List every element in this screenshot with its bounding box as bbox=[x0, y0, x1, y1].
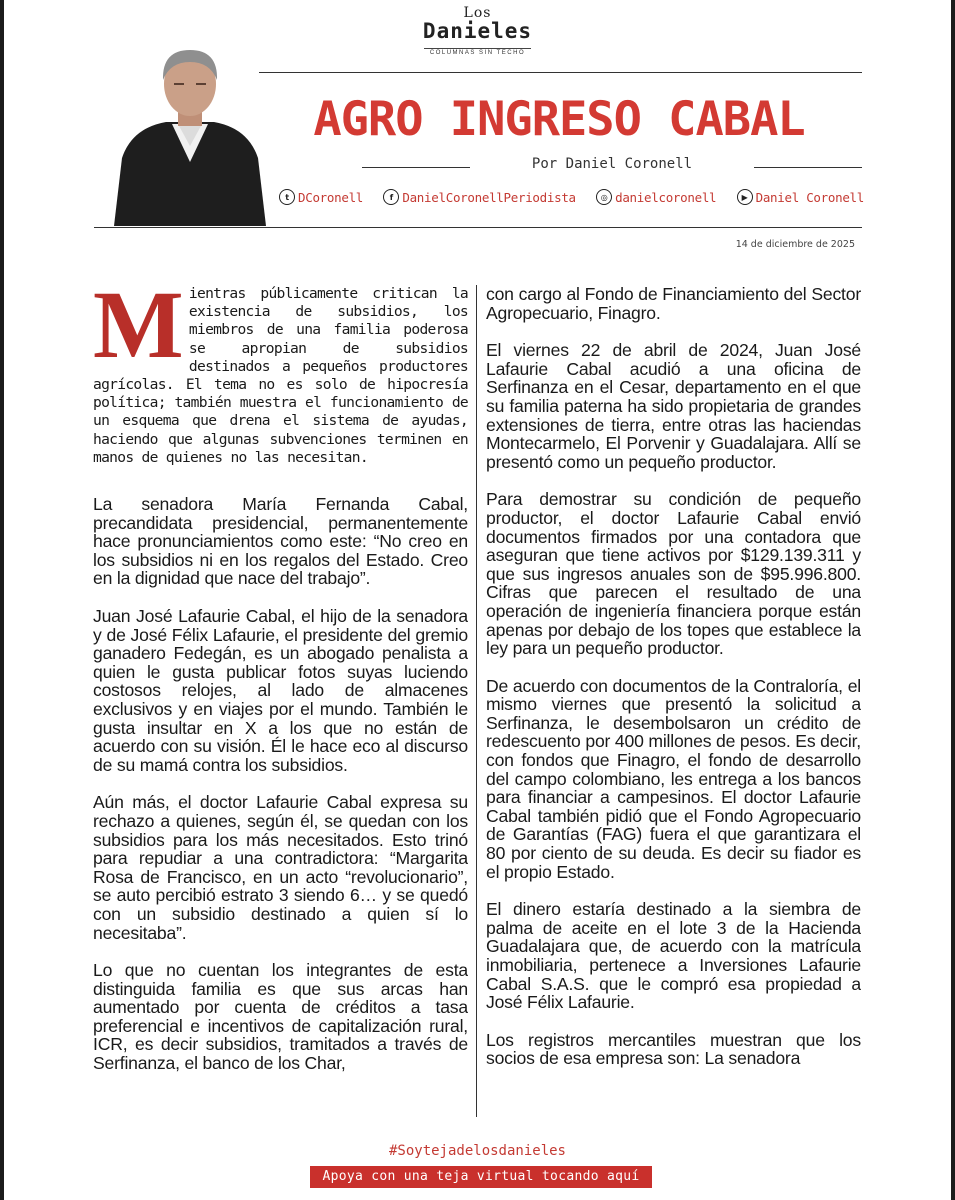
publication-date: 14 de diciembre de 2025 bbox=[735, 239, 855, 250]
brand-tagline: COLUMNAS SIN TECHO bbox=[424, 48, 531, 56]
social-link-youtube[interactable] bbox=[737, 189, 864, 205]
column-divider bbox=[476, 285, 477, 1117]
author-portrait bbox=[114, 46, 266, 226]
article-title: AGRO INGRESO CABAL bbox=[313, 92, 805, 147]
paragraph: La senadora María Fernanda Cabal, precandidata presidencial, permanentemente hace pronunciamientos como este: “No creo en los subsidios ni en los regalos del Estado. Creo en la dignidad que nace del trabajo”. bbox=[93, 494, 468, 589]
paragraph: Para demostrar su condición de pequeño productor, el doctor Lafaurie Cabal envió documentos firmados por una contadora que aseguran que tiene activos por $129.139.311 y que sus ingresos anuales son de $95.996.800. Cifras que parecen el resultado de una operación de ingeniería financiera porque están apenas por debajo de los topes que establece la ley para un pequeño productor. bbox=[486, 489, 861, 659]
lead-text: ientras públicamente critican la existencia de subsidios, los miembros de una familia poderosa se apropian de subsidios destinados a pequeños productores agrícolas. El tema no es solo de hipocresía política; también muestra el funcionamiento de un esquema que drena el sistema de ayudas, haciendo que algunas subvenciones terminen en manos de quienes no las necesitan. bbox=[93, 285, 468, 466]
article-column-right bbox=[486, 285, 861, 1119]
byline: Por Daniel Coronell bbox=[531, 156, 693, 172]
paragraph: Aún más, el doctor Lafaurie Cabal expresa su rechazo a quienes, según él, se quedan con los subsidios para los más necesitados. Esto trinó para repudiar a una contradictora: “Margarita Rosa de Francisco, en un acto “revolucionario”, se auto percibió estrato 3 siendo 6… y se quedó con un subsidio destinado a quien sí lo necesitaba”. bbox=[93, 792, 468, 943]
paragraph: con cargo al Fondo de Financiamiento del Sector Agropecuario, Finagro. bbox=[486, 285, 861, 323]
facebook-icon: f bbox=[383, 189, 399, 205]
social-handle: DCoronell bbox=[298, 189, 364, 205]
youtube-icon: ▶ bbox=[737, 189, 753, 205]
article-column-left bbox=[93, 285, 468, 1119]
brand-line-1: Los bbox=[463, 5, 492, 21]
drop-cap: M bbox=[93, 285, 183, 378]
paragraph: De acuerdo con documentos de la Contraloría, el mismo viernes que presentó la solicitud a Serfinanza, le desembolsaron un crédito de redescuento por 400 millones de pesos. Es decir, con fondos que Finagro, el fondo de desarrollo del campo colombiano, les entrega a los bancos para financiar a campesinos. El doctor Lafaurie Cabal también pidió que el Fondo Agropecuario de Garantías (FAG) fuera el que garantizara el 80 por ciento de su deuda. Es decir su fiador es el propio Estado. bbox=[486, 675, 861, 882]
paragraph: El viernes 22 de abril de 2024, Juan José Lafaurie Cabal acudió a una oficina de Serfinanza en el Cesar, departamento en el que su familia paterna ha sido propietaria de grandes extensiones de tierra, entre otras las haciendas Montecarmelo, El Porvenir y Guadalajara. Allí se presentó como un pequeño productor. bbox=[486, 340, 861, 472]
social-link-twitter[interactable] bbox=[279, 189, 363, 205]
social-handle: danielcoronell bbox=[615, 189, 717, 205]
paragraph: Los registros mercantiles muestran que los socios de esa empresa son: La senadora bbox=[486, 1029, 861, 1069]
instagram-icon: ◎ bbox=[596, 189, 612, 205]
header-bottom-rule bbox=[94, 227, 862, 228]
paragraph: El dinero estaría destinado a la siembra de palma de aceite en el lote 3 de la Hacienda Guadalajara que, de acuerdo con la matrícula inmobiliaria, pertenece a Inversiones Lafaurie Cabal S.A.S. que le compró esa propiedad a José Félix Lafaurie. bbox=[486, 899, 861, 1013]
support-button[interactable]: Apoya con una teja virtual tocando aquí bbox=[310, 1166, 652, 1188]
header-top-rule bbox=[259, 72, 862, 73]
lead-paragraph bbox=[93, 285, 468, 467]
paragraph: Juan José Lafaurie Cabal, el hijo de la senadora y de José Félix Lafaurie, el presidente del gremio ganadero Fedegán, es un abogado penalista a quien le gusta publicar fotos suyas luciendo costosos relojes, al lado de almacenes exclusivos y en viajes por el mundo. También le gusta insultar en X a los que no están de acuerdo con su visión. Él le hace eco al discurso de su mamá contra los subsidios. bbox=[93, 606, 468, 775]
social-handle: DanielCoronellPeriodista bbox=[402, 189, 576, 205]
social-link-instagram[interactable] bbox=[596, 189, 716, 205]
paragraph: Lo que no cuentan los integrantes de esta distinguida familia es que sus arcas han aumentado por cuenta de créditos a tasa preferencial e incentivos de capitalización rural, ICR, es decir subsidios, tramitados a través de Serfinanza, el banco de los Char, bbox=[93, 960, 468, 1074]
hashtag-link[interactable]: #Soytejadelosdanieles bbox=[388, 1143, 566, 1159]
article-page bbox=[4, 0, 951, 1200]
brand-line-2: Danieles bbox=[422, 19, 533, 43]
social-links bbox=[279, 189, 864, 205]
social-handle: Daniel Coronell bbox=[755, 189, 864, 205]
social-link-facebook[interactable] bbox=[383, 189, 575, 205]
byline-block bbox=[362, 156, 862, 180]
twitter-icon: t bbox=[279, 189, 295, 205]
